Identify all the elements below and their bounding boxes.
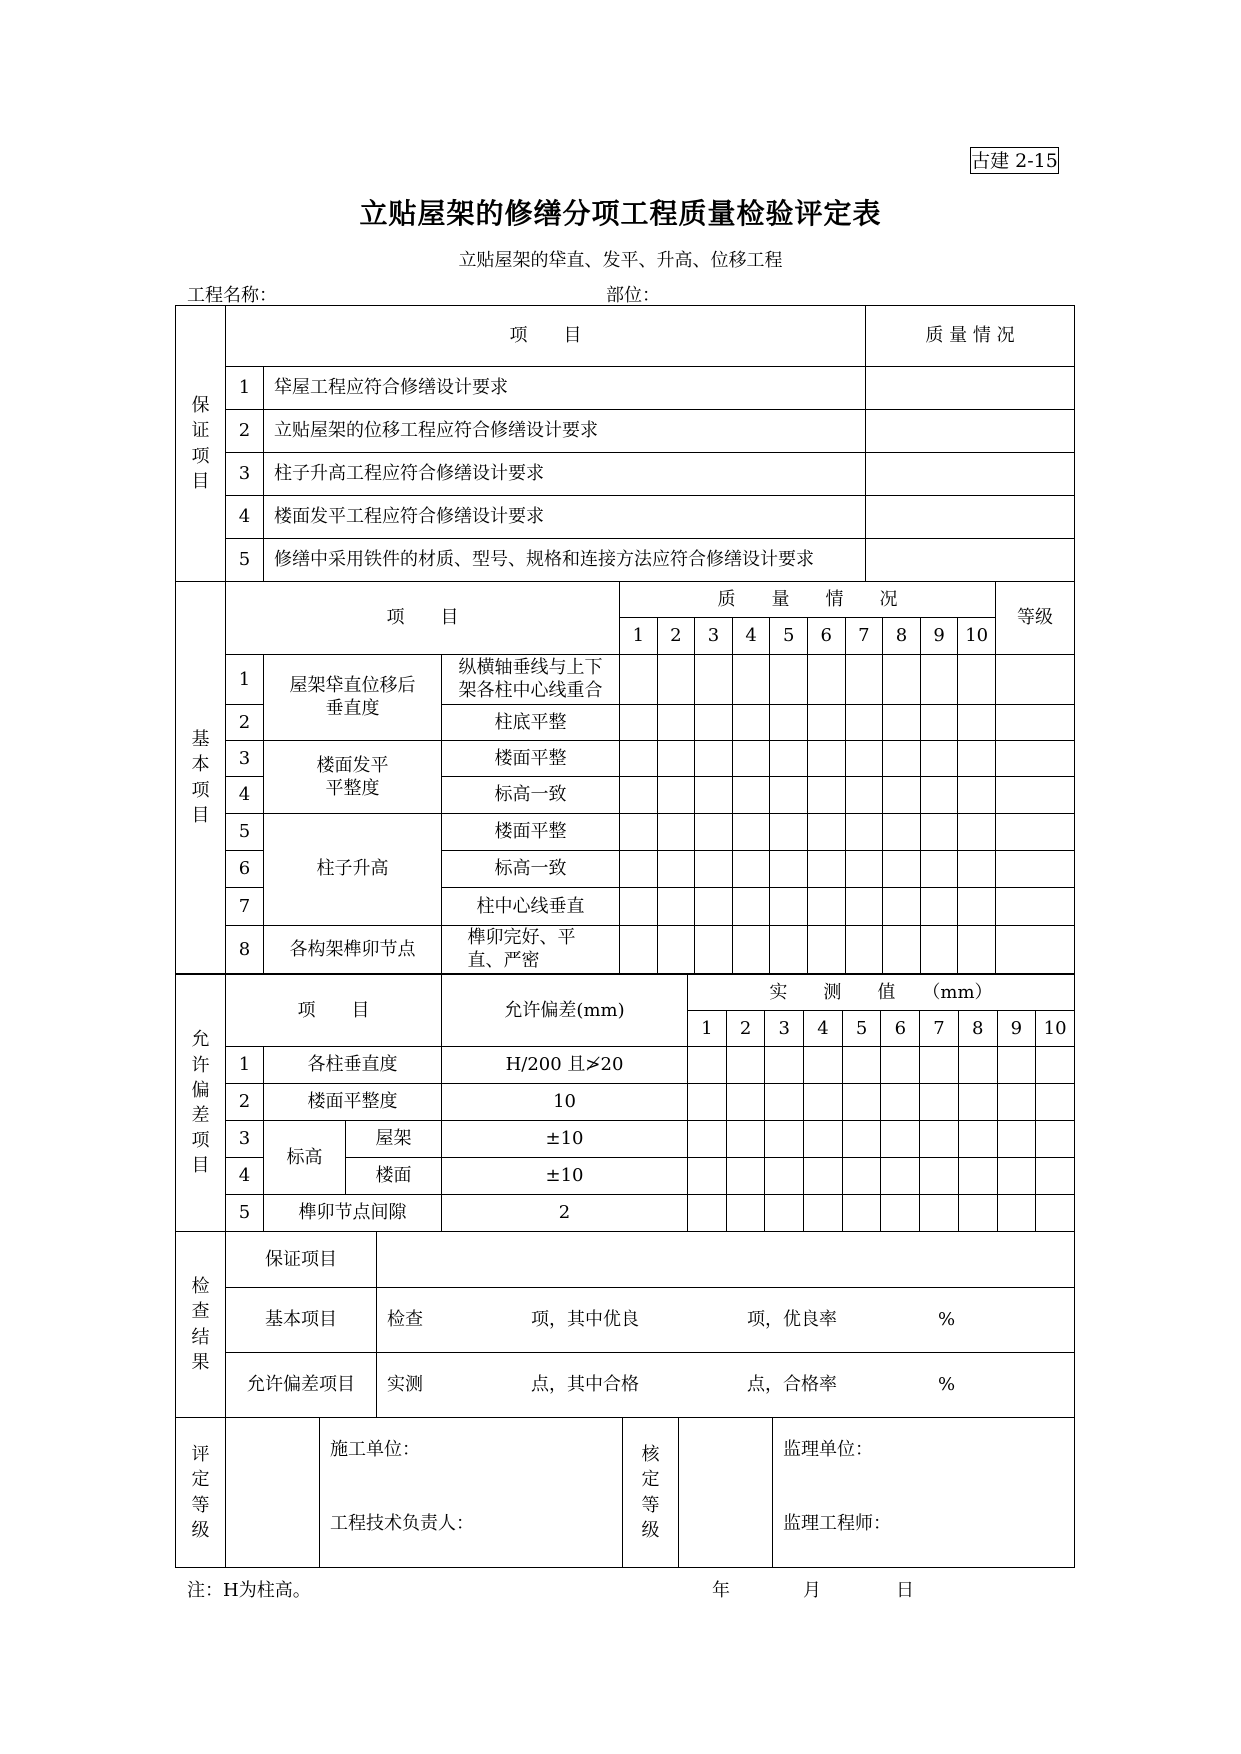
grade-cell[interactable] [996, 777, 1075, 813]
quality-cell[interactable] [958, 704, 996, 740]
quality-cell[interactable] [620, 704, 658, 740]
tolerance-section-label: 允许偏差项目 [176, 975, 226, 1232]
guarantee-item: 修缮中采用铁件的材质、型号、规格和连接方法应符合修缮设计要求 [264, 539, 866, 582]
quality-cell[interactable] [695, 654, 733, 704]
quality-cell[interactable] [620, 777, 658, 813]
verify-grade-value[interactable] [679, 1418, 773, 1568]
measured-cell[interactable] [881, 1121, 920, 1158]
measured-cell[interactable] [1036, 1195, 1075, 1232]
grade-cell[interactable] [996, 654, 1075, 704]
quality-cell[interactable] [620, 850, 658, 887]
col-number: 10 [1036, 1011, 1075, 1047]
quality-cell[interactable] [958, 925, 996, 973]
measured-cell[interactable] [958, 1047, 997, 1084]
quality-cell[interactable] [845, 777, 883, 813]
measured-cell[interactable] [958, 1195, 997, 1232]
tolerance-item-header: 项 目 [226, 975, 442, 1047]
col-number: 7 [845, 618, 883, 654]
row-no: 1 [226, 367, 264, 410]
row-no: 1 [226, 1047, 264, 1084]
quality-cell[interactable] [695, 704, 733, 740]
measured-cell[interactable] [842, 1158, 881, 1195]
col-number: 4 [732, 618, 770, 654]
guarantee-quality-header: 质 量 情 况 [866, 306, 1075, 367]
col-number: 7 [920, 1011, 959, 1047]
measured-cell[interactable] [726, 1121, 765, 1158]
row-no: 2 [226, 410, 264, 453]
quality-cell[interactable] [657, 654, 695, 704]
quality-cell[interactable] [883, 654, 921, 704]
measured-cell[interactable] [804, 1121, 843, 1158]
guarantee-item: 立贴屋架的位移工程应符合修缮设计要求 [264, 410, 866, 453]
check-tolerance-value[interactable]: 实测 点，其中合格 点，合格率 % [377, 1353, 1075, 1418]
evaluation-grade-value[interactable] [226, 1418, 320, 1568]
quality-cell[interactable] [883, 925, 921, 973]
measured-cell[interactable] [958, 1121, 997, 1158]
measured-cell[interactable] [920, 1084, 959, 1121]
quality-cell[interactable] [958, 777, 996, 813]
quality-cell[interactable] [657, 850, 695, 887]
quality-cell[interactable] [657, 888, 695, 925]
col-number: 9 [920, 618, 958, 654]
measured-cell[interactable] [726, 1195, 765, 1232]
quality-cell[interactable] [866, 453, 1075, 496]
col-number: 5 [770, 618, 808, 654]
row-no: 3 [226, 741, 264, 777]
measured-cell[interactable] [1036, 1121, 1075, 1158]
quality-cell[interactable] [866, 410, 1075, 453]
row-no: 1 [226, 654, 264, 704]
quality-cell[interactable] [920, 777, 958, 813]
quality-cell[interactable] [883, 888, 921, 925]
quality-cell[interactable] [695, 813, 733, 850]
evaluation-grade-label: 评定等级 [176, 1418, 226, 1568]
col-number: 8 [883, 618, 921, 654]
quality-cell[interactable] [845, 654, 883, 704]
measured-header: 实 测 值 （mm） [688, 975, 1075, 1011]
check-guarantee-label: 保证项目 [226, 1232, 377, 1288]
measured-cell[interactable] [881, 1084, 920, 1121]
grade-cell[interactable] [996, 925, 1075, 973]
quality-cell[interactable] [620, 888, 658, 925]
measured-cell[interactable] [688, 1121, 727, 1158]
supervision-signoff[interactable] [773, 1418, 1075, 1568]
measured-cell[interactable] [726, 1084, 765, 1121]
quality-cell[interactable] [620, 813, 658, 850]
quality-cell[interactable] [807, 813, 845, 850]
measured-cell[interactable] [804, 1158, 843, 1195]
tolerance-value: ±10 [442, 1121, 688, 1158]
row-no: 4 [226, 777, 264, 813]
quality-cell[interactable] [883, 741, 921, 777]
col-number: 5 [842, 1011, 881, 1047]
measured-cell[interactable] [842, 1084, 881, 1121]
measured-cell[interactable] [881, 1195, 920, 1232]
grade-cell[interactable] [996, 741, 1075, 777]
measured-cell[interactable] [997, 1158, 1036, 1195]
quality-cell[interactable] [770, 741, 808, 777]
quality-cell[interactable] [920, 850, 958, 887]
measured-cell[interactable] [842, 1121, 881, 1158]
form-subtitle: 立贴屋架的牮直、发平、升高、位移工程 [458, 250, 783, 271]
tolerance-value: H/200 且≯20 [442, 1047, 688, 1084]
col-number: 6 [807, 618, 845, 654]
basic-group: 屋架牮直位移后垂直度 [264, 654, 442, 741]
measured-cell[interactable] [765, 1084, 804, 1121]
col-number: 9 [997, 1011, 1036, 1047]
quality-cell[interactable] [883, 777, 921, 813]
basic-sub-item: 榫卯完好、平直、严密 [442, 925, 620, 973]
quality-cell[interactable] [845, 741, 883, 777]
quality-cell[interactable] [845, 888, 883, 925]
measured-cell[interactable] [765, 1158, 804, 1195]
quality-cell[interactable] [732, 741, 770, 777]
date-day-label: 日 [896, 1580, 914, 1601]
col-number: 1 [620, 618, 658, 654]
measured-cell[interactable] [1036, 1047, 1075, 1084]
quality-cell[interactable] [920, 654, 958, 704]
tolerance-value: 2 [442, 1195, 688, 1232]
row-no: 3 [226, 1121, 264, 1158]
quality-cell[interactable] [770, 654, 808, 704]
quality-cell[interactable] [807, 704, 845, 740]
quality-cell[interactable] [657, 704, 695, 740]
footer-note: 注：H为柱高。 [187, 1580, 311, 1601]
measured-cell[interactable] [1036, 1158, 1075, 1195]
location-label: 部位： [606, 285, 660, 306]
quality-cell[interactable] [866, 539, 1075, 582]
guarantee-item-header: 项 目 [226, 306, 866, 367]
basic-section-label: 基本项目 [176, 582, 226, 974]
basic-group: 柱子升高 [264, 813, 442, 925]
supervision-engineer-label: 监理工程师： [783, 1513, 891, 1534]
measured-cell[interactable] [726, 1158, 765, 1195]
guarantee-section-label: 保证项目 [176, 306, 226, 582]
basic-sub-item: 楼面平整 [442, 813, 620, 850]
tolerance-value: 10 [442, 1084, 688, 1121]
measured-cell[interactable] [804, 1047, 843, 1084]
tolerance-item: 榫卯节点间隙 [264, 1195, 442, 1232]
quality-cell[interactable] [695, 741, 733, 777]
tolerance-item: 屋架 [346, 1121, 442, 1158]
measured-cell[interactable] [997, 1195, 1036, 1232]
row-no: 5 [226, 813, 264, 850]
quality-cell[interactable] [807, 777, 845, 813]
quality-cell[interactable] [920, 741, 958, 777]
col-number: 2 [726, 1011, 765, 1047]
measured-cell[interactable] [804, 1195, 843, 1232]
tolerance-value: ±10 [442, 1158, 688, 1195]
quality-cell[interactable] [920, 813, 958, 850]
form-code: 古建 2-15 [970, 147, 1059, 174]
grade-cell[interactable] [996, 888, 1075, 925]
elevation-label: 标高 [264, 1121, 346, 1195]
measured-cell[interactable] [726, 1047, 765, 1084]
quality-cell[interactable] [845, 813, 883, 850]
quality-cell[interactable] [807, 925, 845, 973]
measured-cell[interactable] [997, 1084, 1036, 1121]
quality-cell[interactable] [883, 813, 921, 850]
col-number: 2 [657, 618, 695, 654]
quality-cell[interactable] [770, 925, 808, 973]
basic-quality-header: 质 量 情 况 [620, 582, 996, 618]
measured-cell[interactable] [842, 1047, 881, 1084]
quality-cell[interactable] [770, 888, 808, 925]
measured-cell[interactable] [688, 1047, 727, 1084]
quality-cell[interactable] [845, 850, 883, 887]
quality-cell[interactable] [657, 741, 695, 777]
row-no: 6 [226, 850, 264, 887]
measured-cell[interactable] [920, 1047, 959, 1084]
basic-sub-item: 纵横轴垂线与上下架各柱中心线重合 [442, 654, 620, 704]
quality-cell[interactable] [883, 704, 921, 740]
col-number: 1 [688, 1011, 727, 1047]
quality-cell[interactable] [883, 850, 921, 887]
supervision-unit-label: 监理单位： [783, 1439, 873, 1460]
row-no: 5 [226, 1195, 264, 1232]
quality-cell[interactable] [866, 367, 1075, 410]
quality-cell[interactable] [958, 850, 996, 887]
row-no: 4 [226, 496, 264, 539]
guarantee-item: 牮屋工程应符合修缮设计要求 [264, 367, 866, 410]
quality-cell[interactable] [732, 813, 770, 850]
basic-sub-item: 柱底平整 [442, 704, 620, 740]
basic-group: 各构架榫卯节点 [264, 925, 442, 973]
measured-cell[interactable] [920, 1195, 959, 1232]
measured-cell[interactable] [997, 1121, 1036, 1158]
measured-cell[interactable] [997, 1047, 1036, 1084]
guarantee-item: 楼面发平工程应符合修缮设计要求 [264, 496, 866, 539]
construction-signoff[interactable] [320, 1418, 623, 1568]
quality-cell[interactable] [807, 850, 845, 887]
quality-cell[interactable] [732, 704, 770, 740]
grade-cell[interactable] [996, 704, 1075, 740]
quality-cell[interactable] [770, 777, 808, 813]
quality-cell[interactable] [807, 888, 845, 925]
col-number: 3 [765, 1011, 804, 1047]
measured-cell[interactable] [958, 1084, 997, 1121]
grade-cell[interactable] [996, 813, 1075, 850]
quality-cell[interactable] [695, 925, 733, 973]
check-results-table [175, 1231, 1075, 1418]
check-basic-label: 基本项目 [226, 1288, 377, 1353]
quality-cell[interactable] [657, 925, 695, 973]
basic-item-header: 项 目 [226, 582, 620, 655]
quality-cell[interactable] [732, 850, 770, 887]
measured-cell[interactable] [765, 1047, 804, 1084]
row-no: 2 [226, 1084, 264, 1121]
tolerance-value-header: 允许偏差(mm) [442, 975, 688, 1047]
quality-cell[interactable] [807, 654, 845, 704]
project-name-label: 工程名称： [187, 285, 277, 306]
evaluation-table [175, 1417, 1075, 1568]
quality-cell[interactable] [770, 850, 808, 887]
quality-cell[interactable] [845, 704, 883, 740]
quality-cell[interactable] [920, 704, 958, 740]
quality-cell[interactable] [958, 888, 996, 925]
quality-cell[interactable] [695, 888, 733, 925]
measured-cell[interactable] [920, 1121, 959, 1158]
date-month-label: 月 [803, 1580, 821, 1601]
basic-sub-item: 楼面平整 [442, 741, 620, 777]
quality-cell[interactable] [958, 741, 996, 777]
quality-cell[interactable] [620, 654, 658, 704]
guarantee-table [175, 305, 1075, 582]
quality-cell[interactable] [620, 741, 658, 777]
check-tolerance-label: 允许偏差项目 [226, 1353, 377, 1418]
basic-grade-header: 等级 [996, 582, 1075, 655]
basic-sub-item: 标高一致 [442, 777, 620, 813]
row-no: 3 [226, 453, 264, 496]
quality-cell[interactable] [770, 704, 808, 740]
quality-cell[interactable] [866, 496, 1075, 539]
quality-cell[interactable] [958, 813, 996, 850]
tech-lead-label: 工程技术负责人： [330, 1513, 474, 1534]
measured-cell[interactable] [765, 1121, 804, 1158]
tolerance-item: 楼面 [346, 1158, 442, 1195]
quality-cell[interactable] [732, 777, 770, 813]
guarantee-item: 柱子升高工程应符合修缮设计要求 [264, 453, 866, 496]
date-year-label: 年 [712, 1580, 730, 1601]
row-no: 5 [226, 539, 264, 582]
measured-cell[interactable] [688, 1195, 727, 1232]
quality-cell[interactable] [920, 888, 958, 925]
measured-cell[interactable] [688, 1158, 727, 1195]
basic-table [175, 581, 1075, 974]
basic-group: 楼面发平平整度 [264, 741, 442, 814]
measured-cell[interactable] [688, 1084, 727, 1121]
basic-sub-item: 柱中心线垂直 [442, 888, 620, 925]
construction-unit-label: 施工单位： [330, 1439, 420, 1460]
col-number: 10 [958, 618, 996, 654]
form-title: 立贴屋架的修缮分项工程质量检验评定表 [359, 197, 882, 230]
quality-cell[interactable] [920, 925, 958, 973]
row-no: 7 [226, 888, 264, 925]
quality-cell[interactable] [770, 813, 808, 850]
col-number: 3 [695, 618, 733, 654]
row-no: 2 [226, 704, 264, 740]
measured-cell[interactable] [881, 1158, 920, 1195]
measured-cell[interactable] [1036, 1084, 1075, 1121]
measured-cell[interactable] [765, 1195, 804, 1232]
quality-cell[interactable] [807, 741, 845, 777]
measured-cell[interactable] [804, 1084, 843, 1121]
quality-cell[interactable] [657, 777, 695, 813]
check-basic-value[interactable]: 检查 项，其中优良 项，优良率 % [377, 1288, 1075, 1353]
grade-cell[interactable] [996, 850, 1075, 887]
measured-cell[interactable] [881, 1047, 920, 1084]
measured-cell[interactable] [842, 1195, 881, 1232]
quality-cell[interactable] [958, 654, 996, 704]
col-number: 4 [804, 1011, 843, 1047]
row-no: 4 [226, 1158, 264, 1195]
measured-cell[interactable] [958, 1158, 997, 1195]
check-section-label: 检查结果 [176, 1232, 226, 1418]
measured-cell[interactable] [920, 1158, 959, 1195]
quality-cell[interactable] [845, 925, 883, 973]
tolerance-item: 楼面平整度 [264, 1084, 442, 1121]
col-number: 8 [958, 1011, 997, 1047]
quality-cell[interactable] [695, 850, 733, 887]
col-number: 6 [881, 1011, 920, 1047]
check-guarantee-value[interactable] [377, 1232, 1075, 1288]
tolerance-table [175, 974, 1075, 1232]
quality-cell[interactable] [695, 777, 733, 813]
tolerance-item: 各柱垂直度 [264, 1047, 442, 1084]
quality-cell[interactable] [732, 925, 770, 973]
verify-grade-label: 核定等级 [623, 1418, 679, 1568]
quality-cell[interactable] [732, 888, 770, 925]
basic-sub-item: 标高一致 [442, 850, 620, 887]
quality-cell[interactable] [620, 925, 658, 973]
quality-cell[interactable] [657, 813, 695, 850]
quality-cell[interactable] [732, 654, 770, 704]
row-no: 8 [226, 925, 264, 973]
